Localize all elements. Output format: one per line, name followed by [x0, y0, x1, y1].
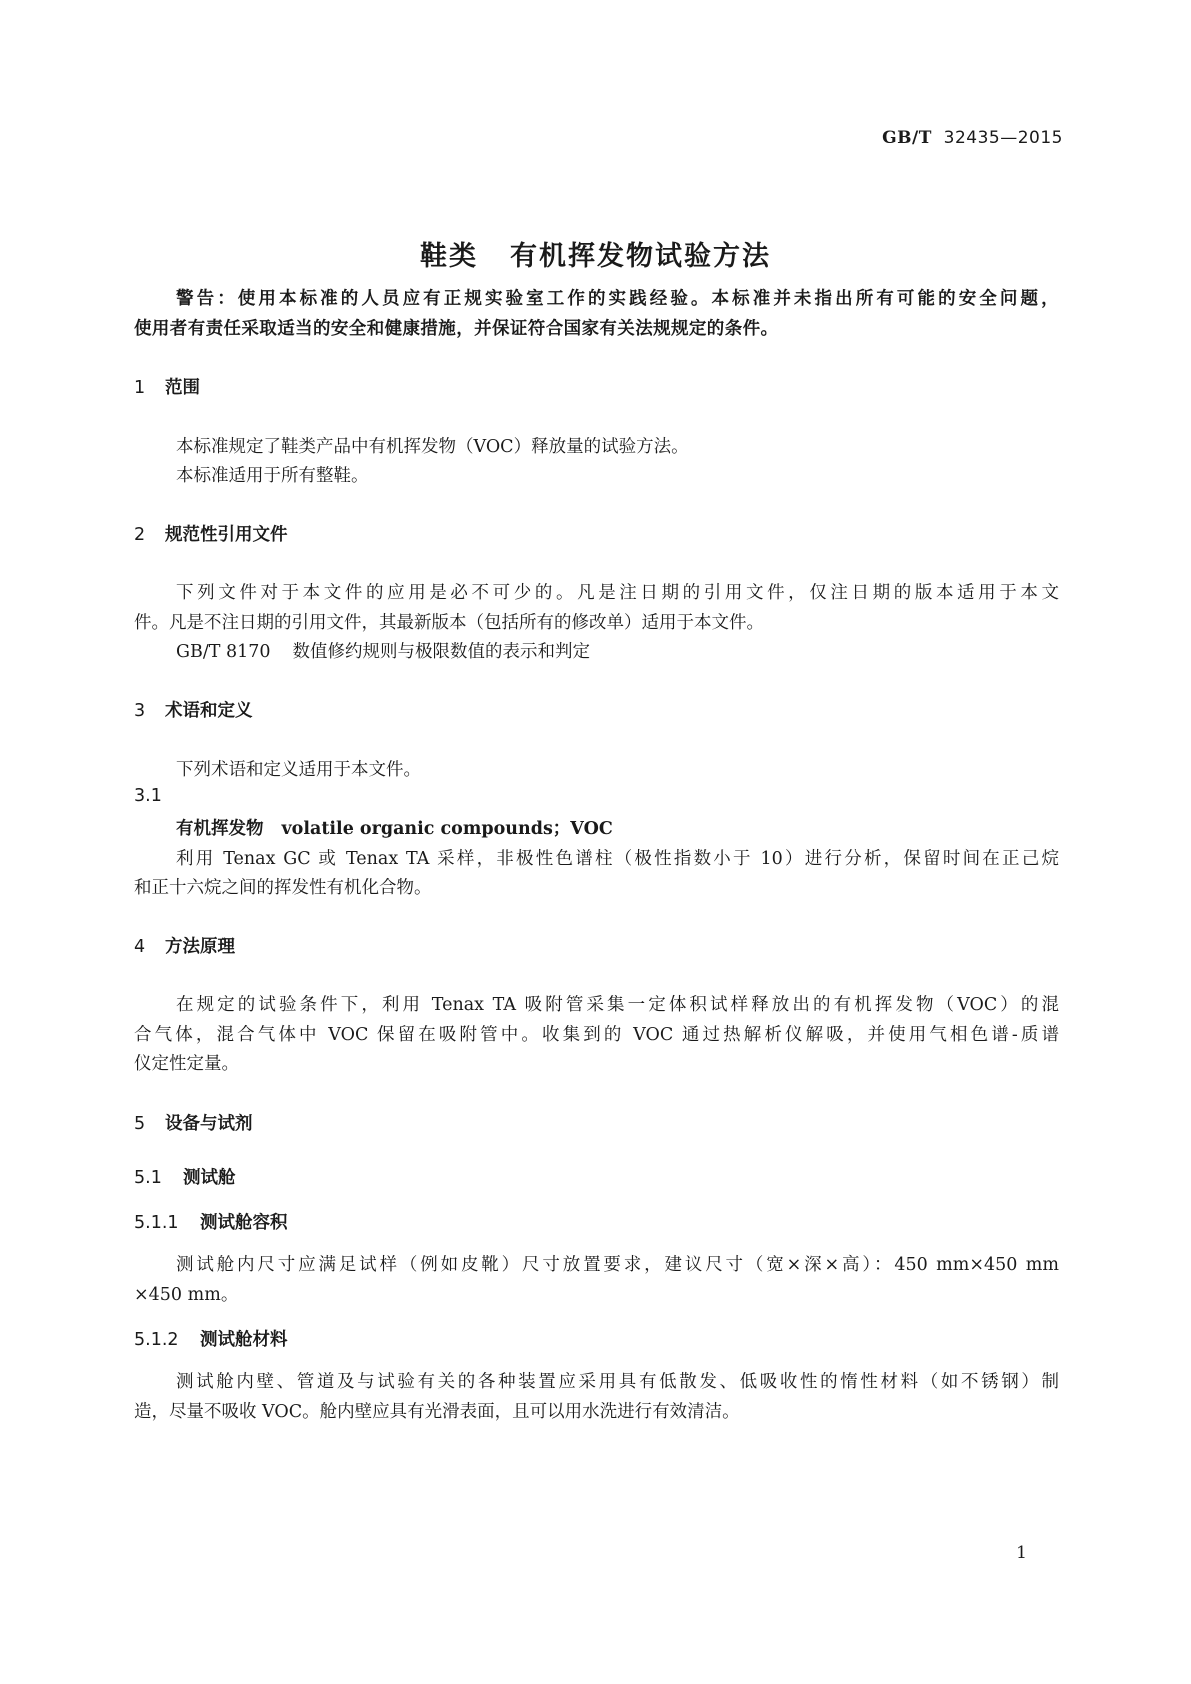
section-1-line-2: 本标准适用于所有整鞋。	[176, 466, 369, 486]
term-definition-line-1: 利用 Tenax GC 或 Tenax TA 采样，非极性色谱柱（极性指数小于 10）进行分析，保留时间在正己烷	[176, 849, 1059, 869]
section-3-heading: 3 术语和定义	[134, 701, 253, 721]
title-part2: 有机挥发物试验方法	[510, 241, 771, 272]
section-5-1-2-line-2: 造，尽量不吸收 VOC。舱内壁应具有光滑表面，且可以用水洗进行有效清洁。	[134, 1402, 740, 1422]
section-4-line-1: 在规定的试验条件下，利用 Tenax TA 吸附管采集一定体积试样释放出的有机挥发物（VOC）的混	[176, 995, 1059, 1015]
section-5-1-1-line-1: 测试舱内尺寸应满足试样（例如皮靴）尺寸放置要求，建议尺寸（宽×深×高）：450 mm×450 mm	[176, 1255, 1059, 1275]
reference-title: 数值修约规则与极限数值的表示和判定	[292, 642, 591, 662]
section-1-heading: 1 范围	[134, 378, 200, 398]
section-4-heading: 4 方法原理	[134, 937, 235, 957]
warning-line-2: 使用者有责任采取适当的安全和健康措施，并保证符合国家有关法规规定的条件。	[134, 319, 779, 339]
section-5-1-2-heading: 5.1.2 测试舱材料	[134, 1330, 288, 1350]
title-part1: 鞋类	[420, 241, 478, 272]
section-2-heading: 2 规范性引用文件	[134, 525, 288, 545]
term-definition-line-2: 和正十六烷之间的挥发性有机化合物。	[134, 878, 432, 898]
std-code: GB/T	[882, 128, 932, 148]
warning-line-1: 警告：使用本标准的人员应有正规实验室工作的实践经验。本标准并未指出所有可能的安全问题，	[176, 289, 1059, 309]
reference-code: GB/T 8170	[176, 642, 271, 662]
term-chinese: 有机挥发物	[176, 819, 264, 839]
page-number: 1	[1016, 1543, 1027, 1563]
section-5-heading: 5 设备与试剂	[134, 1114, 253, 1134]
section-5-1-2-line-1: 测试舱内壁、管道及与试验有关的各种装置应采用具有低散发、低吸收性的惰性材料（如不锈钢）制	[176, 1372, 1059, 1392]
section-4-line-3: 仪定性定量。	[134, 1054, 239, 1074]
section-5-1-1-line-2: ×450 mm。	[134, 1285, 239, 1305]
std-number: 32435—2015	[943, 128, 1063, 148]
term-entry	[176, 815, 613, 840]
section-5-1-heading: 5.1 测试舱	[134, 1168, 236, 1188]
term-english: volatile organic compounds；VOC	[281, 819, 613, 839]
section-3-line-1: 下列术语和定义适用于本文件。	[176, 760, 421, 780]
section-1-line-1: 本标准规定了鞋类产品中有机挥发物（VOC）释放量的试验方法。	[176, 437, 689, 457]
section-2-line-1: 下列文件对于本文件的应用是必不可少的。凡是注日期的引用文件，仅注日期的版本适用于本文	[176, 583, 1059, 603]
document-title	[0, 234, 1191, 273]
normative-reference	[176, 638, 590, 663]
section-5-1-1-heading: 5.1.1 测试舱容积	[134, 1213, 288, 1233]
section-2-line-2: 件。凡是不注日期的引用文件，其最新版本（包括所有的修改单）适用于本文件。	[134, 613, 764, 633]
standard-number	[882, 128, 1063, 148]
section-4-line-2: 合气体，混合气体中 VOC 保留在吸附管中。收集到的 VOC 通过热解析仪解吸，并使用气相色谱-质谱	[134, 1025, 1059, 1045]
term-number: 3.1	[134, 786, 162, 806]
